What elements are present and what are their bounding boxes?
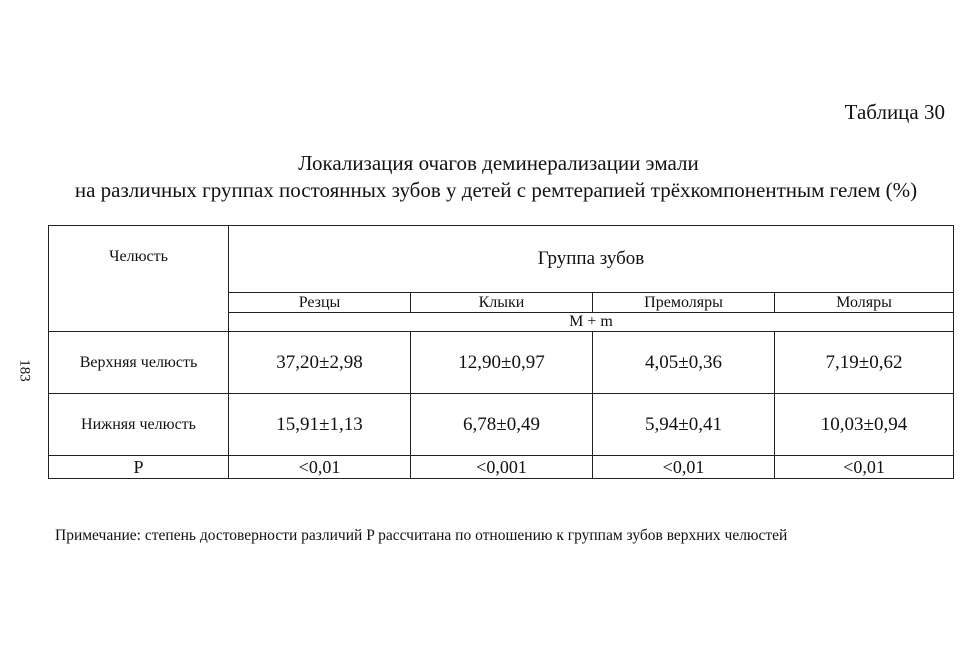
table-row xyxy=(49,332,954,394)
table-cell: 12,90±0,97 xyxy=(411,332,593,394)
table-cell: 37,20±2,98 xyxy=(229,332,411,394)
table-cell: 15,91±1,13 xyxy=(229,394,411,456)
header-tooth-group: Группа зубов xyxy=(229,226,954,293)
header-jaw: Челюсть xyxy=(49,226,229,332)
column-header-incisors: Резцы xyxy=(229,293,411,313)
title-line-2: на различных группах постоянных зубов у детей с ремтерапией трёхкомпонентным гелем (%) xyxy=(74,178,918,202)
table-title xyxy=(0,150,971,204)
table-cell: 4,05±0,36 xyxy=(593,332,775,394)
row-label-lower-jaw: Нижняя челюсть xyxy=(49,394,229,456)
table-cell: <0,01 xyxy=(229,456,411,479)
row-label-p: P xyxy=(49,456,229,479)
table-cell: 5,94±0,41 xyxy=(593,394,775,456)
table-row xyxy=(49,456,954,479)
column-header-molars: Моляры xyxy=(775,293,954,313)
table-note: Примечание: степень достоверности различий P рассчитана по отношению к группам зубов верхних челюстей xyxy=(55,527,788,544)
table-cell: <0,001 xyxy=(411,456,593,479)
table-cell: 6,78±0,49 xyxy=(411,394,593,456)
title-line-1: Локализация очагов деминерализации эмали xyxy=(298,151,699,175)
page-number: 183 xyxy=(16,359,33,382)
row-label-upper-jaw: Верхняя челюсть xyxy=(49,332,229,394)
table-cell: <0,01 xyxy=(775,456,954,479)
table-cell: <0,01 xyxy=(593,456,775,479)
stat-label: M + m xyxy=(229,313,954,332)
column-header-premolars: Премоляры xyxy=(593,293,775,313)
table-row xyxy=(49,394,954,456)
table-cell: 7,19±0,62 xyxy=(775,332,954,394)
data-table xyxy=(48,225,954,479)
table-cell: 10,03±0,94 xyxy=(775,394,954,456)
table-number: Таблица 30 xyxy=(844,100,945,124)
column-header-canines: Клыки xyxy=(411,293,593,313)
